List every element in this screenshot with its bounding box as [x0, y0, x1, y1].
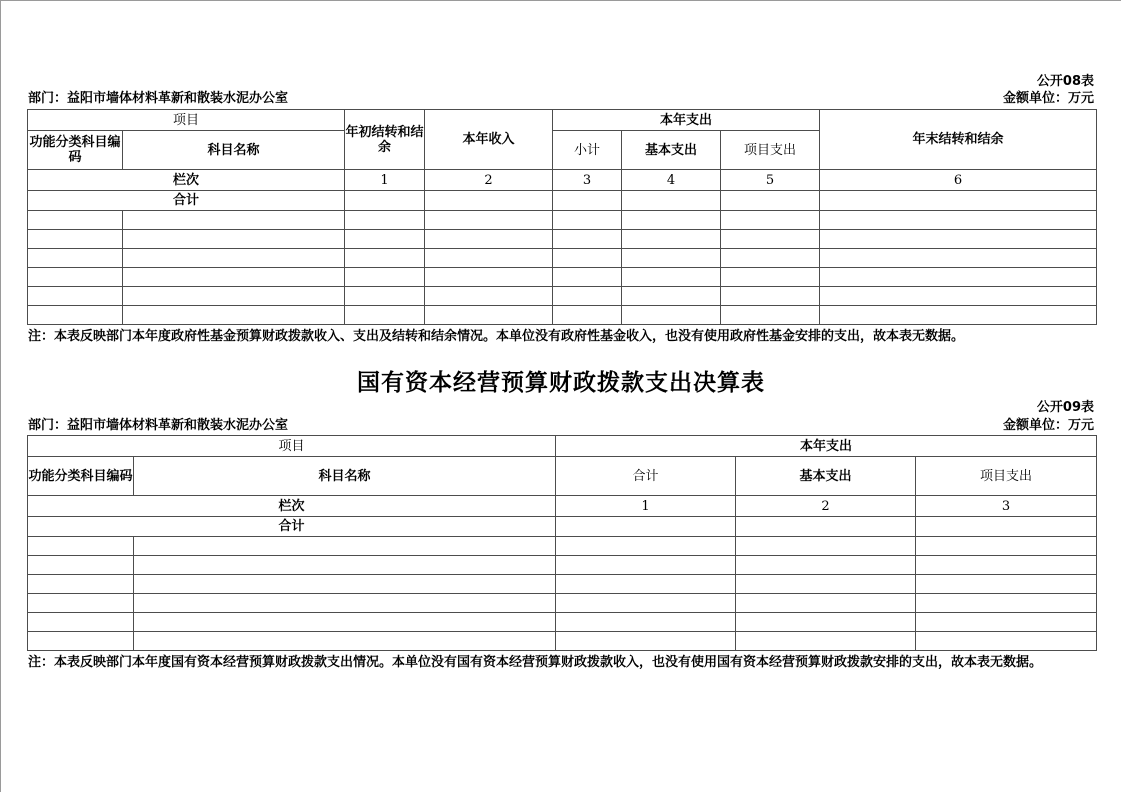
- table-cell: [345, 191, 425, 211]
- table08-code: 公开08表: [1036, 74, 1094, 89]
- t08-header-expense: 本年支出: [553, 110, 820, 131]
- table-cell: [556, 517, 736, 537]
- table-row: [28, 249, 1097, 268]
- table-row: [28, 575, 1097, 594]
- t08-header-end-balance: 年末结转和结余: [820, 110, 1097, 170]
- t08-header-begin-balance: 年初结转和结余: [345, 110, 425, 170]
- t09-row-index-label: 栏次: [28, 496, 556, 517]
- table-row: [28, 287, 1097, 306]
- t08-header-basic: 基本支出: [622, 131, 721, 170]
- t08-col-num: 3: [553, 170, 622, 191]
- t09-col-num: 2: [736, 496, 916, 517]
- table-row: [28, 613, 1097, 632]
- t08-header-subject-name: 科目名称: [123, 131, 345, 170]
- t09-header-total: 合计: [556, 457, 736, 496]
- t08-header-project-exp: 项目支出: [721, 131, 820, 170]
- table09: [27, 435, 1097, 651]
- table-cell: [553, 191, 622, 211]
- t08-header-subtotal: 小计: [553, 131, 622, 170]
- table-cell: [736, 517, 916, 537]
- table-cell: [622, 191, 721, 211]
- t08-total-label: 合计: [28, 191, 345, 211]
- table-cell: [820, 191, 1097, 211]
- table-row: [28, 556, 1097, 575]
- t08-row-index-label: 栏次: [28, 170, 345, 191]
- table09-code: 公开09表: [1036, 400, 1094, 415]
- table08-note: 注：本表反映部门本年度政府性基金预算财政拨款收入、支出及结转和结余情况。本单位没有政府性基金收入，也没有使用政府性基金安排的支出，故本表无数据。: [28, 329, 965, 344]
- t08-col-num: 2: [425, 170, 553, 191]
- table-row: [28, 268, 1097, 287]
- t09-total-label: 合计: [28, 517, 556, 537]
- t08-header-project: 项目: [28, 110, 345, 131]
- t09-col-num: 3: [916, 496, 1097, 517]
- table-row: [28, 211, 1097, 230]
- t08-col-num: 1: [345, 170, 425, 191]
- table09-note: 注：本表反映部门本年度国有资本经营预算财政拨款支出情况。本单位没有国有资本经营预算财政拨款收入，也没有使用国有资本经营预算财政拨款安排的支出，故本表无数据。: [28, 655, 1043, 670]
- t08-header-func-code: 功能分类科目编码: [28, 131, 123, 170]
- t08-col-num: 6: [820, 170, 1097, 191]
- t08-header-income: 本年收入: [425, 110, 553, 170]
- t09-header-func-code: 功能分类科目编码: [28, 457, 134, 496]
- table-cell: [425, 191, 553, 211]
- t09-header-project: 项目: [28, 436, 556, 457]
- table-cell: [916, 517, 1097, 537]
- table-row: [28, 230, 1097, 249]
- table09-unit: 金额单位：万元: [1002, 418, 1094, 433]
- table-cell: [721, 191, 820, 211]
- t08-col-num: 4: [622, 170, 721, 191]
- table08-dept: 部门：益阳市墙体材料革新和散装水泥办公室: [28, 91, 289, 106]
- t08-col-num: 5: [721, 170, 820, 191]
- t09-header-subject-name: 科目名称: [134, 457, 556, 496]
- table-row: [28, 594, 1097, 613]
- table08: [27, 109, 1097, 325]
- table09-title: 国有资本经营预算财政拨款支出决算表: [357, 370, 765, 396]
- table-row: [28, 306, 1097, 325]
- t09-header-basic: 基本支出: [736, 457, 916, 496]
- table09-dept: 部门：益阳市墙体材料革新和散装水泥办公室: [28, 418, 289, 433]
- t09-header-project-exp: 项目支出: [916, 457, 1097, 496]
- t09-col-num: 1: [556, 496, 736, 517]
- t09-header-expense: 本年支出: [556, 436, 1097, 457]
- table-row: [28, 632, 1097, 651]
- table08-unit: 金额单位：万元: [1002, 91, 1094, 106]
- table-row: [28, 537, 1097, 556]
